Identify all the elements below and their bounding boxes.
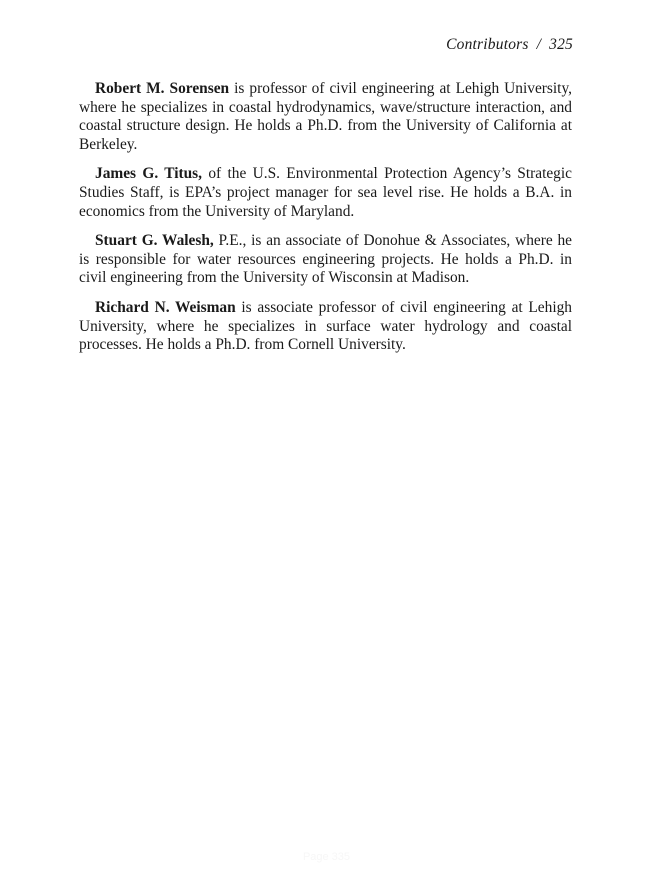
contributor-name: Stuart G. Walesh, [95, 232, 214, 250]
running-head [446, 36, 573, 54]
contributor-entry-walesh [79, 232, 572, 288]
contributor-bio: P.E., is an associate of Donohue & Associates, where he is responsible for water resources engineering projects. He holds a Ph.D. in civil engineering from the University of Wisconsin at Madison. [79, 232, 572, 287]
contributor-name: Robert M. Sorensen [95, 80, 230, 97]
contributor-entry-weisman [79, 299, 572, 355]
running-head-page-number: 325 [549, 36, 573, 53]
contributor-bio: of the U.S. Environmental Protection Agency’s Strategic Studies Staff, is EPA’s project manager for sea level rise. He holds a B.A. in economics from the University of Maryland. [79, 165, 572, 220]
page-label-watermark: Page 335 [302, 851, 351, 863]
contributor-bio: is associate professor of civil engineering at Lehigh University, where he specializes in surface water hydrology and coastal processes. He holds a Ph.D. from Cornell University. [79, 298, 572, 354]
contributor-entry-sorensen [79, 80, 572, 154]
contributors-list [79, 80, 572, 366]
contributor-name: James G. Titus, [95, 165, 203, 183]
contributor-name: Richard N. Weisman [95, 298, 236, 316]
contributor-entry-titus [79, 165, 572, 221]
contributor-bio: is professor of civil engineering at Lehigh University, where he specializes in coastal hydrodynamics, wave/structure interaction, and coastal structure design. He holds a Ph.D. from the University of California at Berkeley. [79, 80, 572, 153]
running-head-separator: / [536, 36, 542, 53]
running-head-section: Contributors [446, 36, 529, 53]
